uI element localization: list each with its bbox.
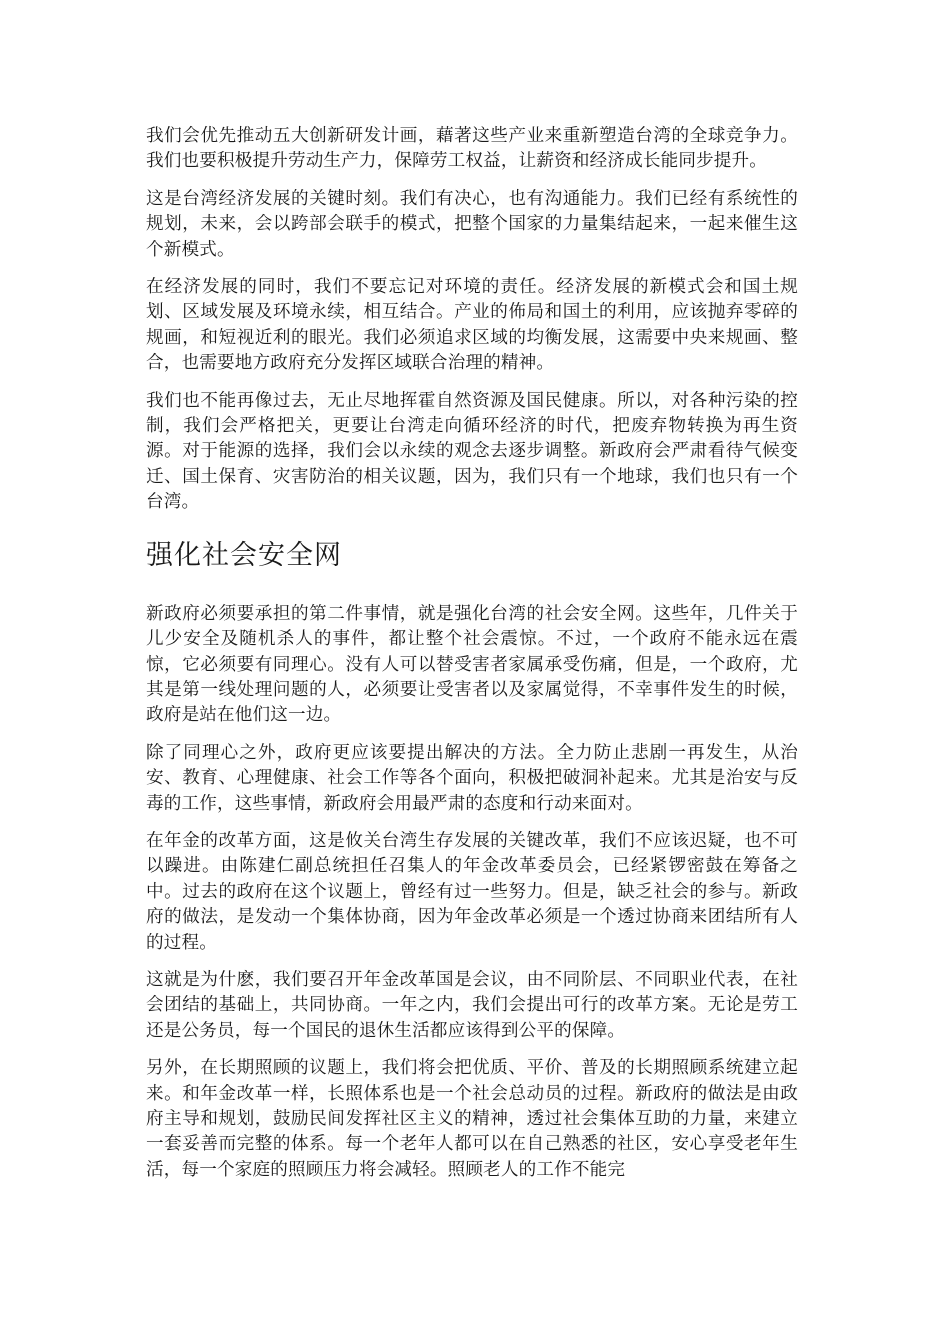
paragraph-pension-conference: 这就是为什麽，我们要召开年金改革国是会议，由不同阶层、不同职业代表，在社会团结的基础上，共同协商。一年之内，我们会提出可行的改革方案。无论是劳工还是公务员，每一个国民的退休生活都应该得到公平的保障。 — [146, 969, 798, 1041]
paragraph-economic-moment: 这是台湾经济发展的关键时刻。我们有决心，也有沟通能力。我们已经有系统性的规划，未来，会以跨部会联手的模式，把整个国家的力量集结起来，一起来催生这个新模式。 — [146, 188, 798, 260]
document-body — [146, 124, 798, 1195]
paragraph-social-safety: 新政府必须要承担的第二件事情，就是强化台湾的社会安全网。这些年，几件关于儿少安全及随机杀人的事件，都让整个社会震惊。不过，一个政府不能永远在震惊，它必须要有同理心。没有人可以替受害者家属承受伤痛，但是，一个政府，尤其是第一线处理问题的人，必须要让受害者以及家属觉得，不幸事件发生的时候，政府是站在他们这一边。 — [146, 603, 798, 726]
paragraph-long-term-care: 另外，在长期照顾的议题上，我们将会把优质、平价、普及的长期照顾系统建立起来。和年金改革一样，长照体系也是一个社会总动员的过程。新政府的做法是由政府主导和规划，鼓励民间发挥社区主义的精神，透过社会集体互助的力量，来建立一套妥善而完整的体系。每一个老年人都可以在自己熟悉的社区，安心享受老年生活，每一个家庭的照顾压力将会减轻。照顾老人的工作不能完 — [146, 1058, 798, 1180]
paragraph-innovation: 我们会优先推动五大创新研发计画，藉著这些产业来重新塑造台湾的全球竞争力。我们也要积极提升劳动生产力，保障劳工权益，让薪资和经济成长能同步提升。 — [146, 126, 798, 172]
paragraph-pension-reform: 在年金的改革方面，这是攸关台湾生存发展的关键改革，我们不应该迟疑，也不可以躁进。由陈建仁副总统担任召集人的年金改革委员会，已经紧锣密鼓在筹备之中。过去的政府在这个议题上，曾经有过一些努力。但是，缺乏社会的参与。新政府的做法，是发动一个集体协商，因为年金改革必须是一个透过协商来团结所有人的过程。 — [146, 830, 798, 953]
paragraph-solutions: 除了同理心之外，政府更应该要提出解决的方法。全力防止悲剧一再发生，从治安、教育、心理健康、社会工作等各个面向，积极把破洞补起来。尤其是治安与反毒的工作，这些事情，新政府会用最严肃的态度和行动来面对。 — [146, 742, 798, 814]
section-heading-social-safety-net: 强化社会安全网 — [146, 539, 342, 571]
paragraph-environment: 在经济发展的同时，我们不要忘记对环境的责任。经济发展的新模式会和国土规划、区域发展及环境永续，相互结合。产业的佈局和国土的利用，应该抛弃零碎的规画，和短视近利的眼光。我们必须追求区域的均衡发展，这需要中央来规画、整合，也需要地方政府充分发挥区域联合治理的精神。 — [146, 277, 798, 374]
paragraph-resources: 我们也不能再像过去，无止尽地挥霍自然资源及国民健康。所以，对各种污染的控制，我们会严格把关，更要让台湾走向循环经济的时代，把废弃物转换为再生资源。对于能源的选择，我们会以永续的观念去逐步调整。新政府会严肃看待气候变迁、国土保育、灾害防治的相关议题，因为，我们只有一个地球，我们也只有一个台湾。 — [146, 390, 798, 513]
